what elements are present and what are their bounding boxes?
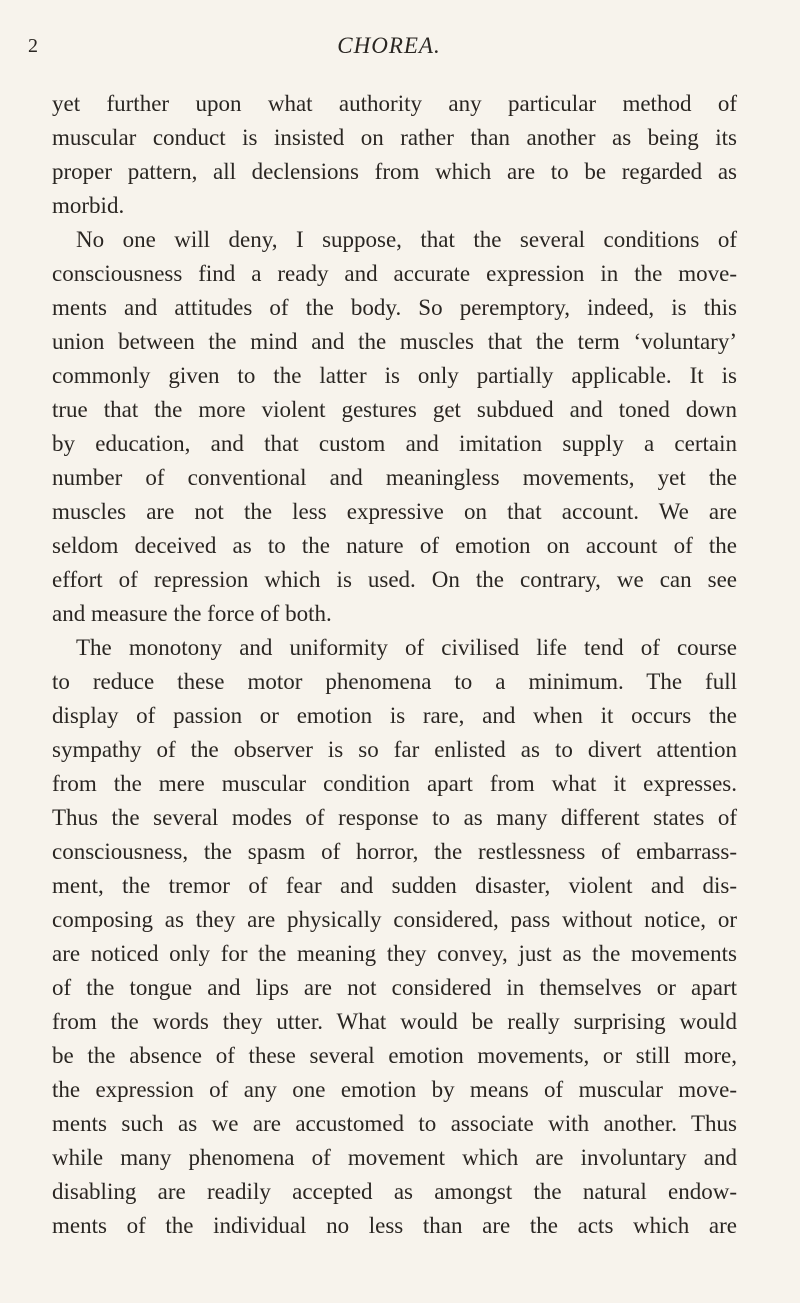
running-head: CHOREA. [337, 33, 441, 58]
text-line: commonly given to the latter is only partially applicable. It is [52, 363, 737, 388]
text-line: Thus the several modes of response to as many different states of [52, 805, 737, 830]
text-line: the expression of any one emotion by means of muscular move- [52, 1077, 737, 1102]
text-line: No one will deny, I suppose, that the several conditions of [76, 227, 737, 252]
text-line: from the words they utter. What would be really surprising would [52, 1009, 737, 1034]
text-line: disabling are readily accepted as amongst the natural endow- [52, 1179, 737, 1204]
text-line: true that the more violent gestures get subdued and toned down [52, 397, 737, 422]
text-line: to reduce these motor phenomena to a minimum. The full [52, 669, 737, 694]
text-line: composing as they are physically considered, pass without notice, or [52, 907, 737, 932]
text-line: muscular conduct is insisted on rather than another as being its [52, 125, 737, 150]
text-line: while many phenomena of movement which are involuntary and [52, 1145, 737, 1170]
text-line: union between the mind and the muscles that the term ‘voluntary’ [52, 329, 737, 354]
text-line: proper pattern, all declensions from which are to be regarded as [52, 159, 737, 184]
text-line: by education, and that custom and imitation supply a certain [52, 431, 737, 456]
text-line: yet further upon what authority any particular method of [52, 91, 737, 116]
text-line: consciousness, the spasm of horror, the restlessness of embarrass- [52, 839, 737, 864]
text-line: are noticed only for the meaning they convey, just as the movements [52, 941, 737, 966]
text-line: of the tongue and lips are not considered in themselves or apart [52, 975, 737, 1000]
text-line: number of conventional and meaningless movements, yet the [52, 465, 737, 490]
text-line: effort of repression which is used. On the contrary, we can see [52, 567, 737, 592]
text-line: display of passion or emotion is rare, and when it occurs the [52, 703, 737, 728]
text-line: ments of the individual no less than are the acts which are [52, 1213, 737, 1238]
text-line: muscles are not the less expressive on that account. We are [52, 499, 737, 524]
text-line: seldom deceived as to the nature of emotion on account of the [52, 533, 737, 558]
text-line: ment, the tremor of fear and sudden disaster, violent and dis- [52, 873, 737, 898]
text-line: The monotony and uniformity of civilised life tend of course [76, 635, 737, 660]
text-line: sympathy of the observer is so far enlisted as to divert attention [52, 737, 737, 762]
text-line: and measure the force of both. [52, 601, 332, 626]
text-line: consciousness find a ready and accurate expression in the move- [52, 261, 737, 286]
text-line: from the mere muscular condition apart from what it expresses. [52, 771, 737, 796]
text-line: morbid. [52, 193, 125, 218]
text-line: ments such as we are accustomed to associate with another. Thus [52, 1111, 737, 1136]
text-line: ments and attitudes of the body. So peremptory, indeed, is this [52, 295, 737, 320]
page-header [28, 32, 750, 60]
text-line: be the absence of these several emotion movements, or still more, [52, 1043, 737, 1068]
page-number: 2 [28, 35, 38, 57]
